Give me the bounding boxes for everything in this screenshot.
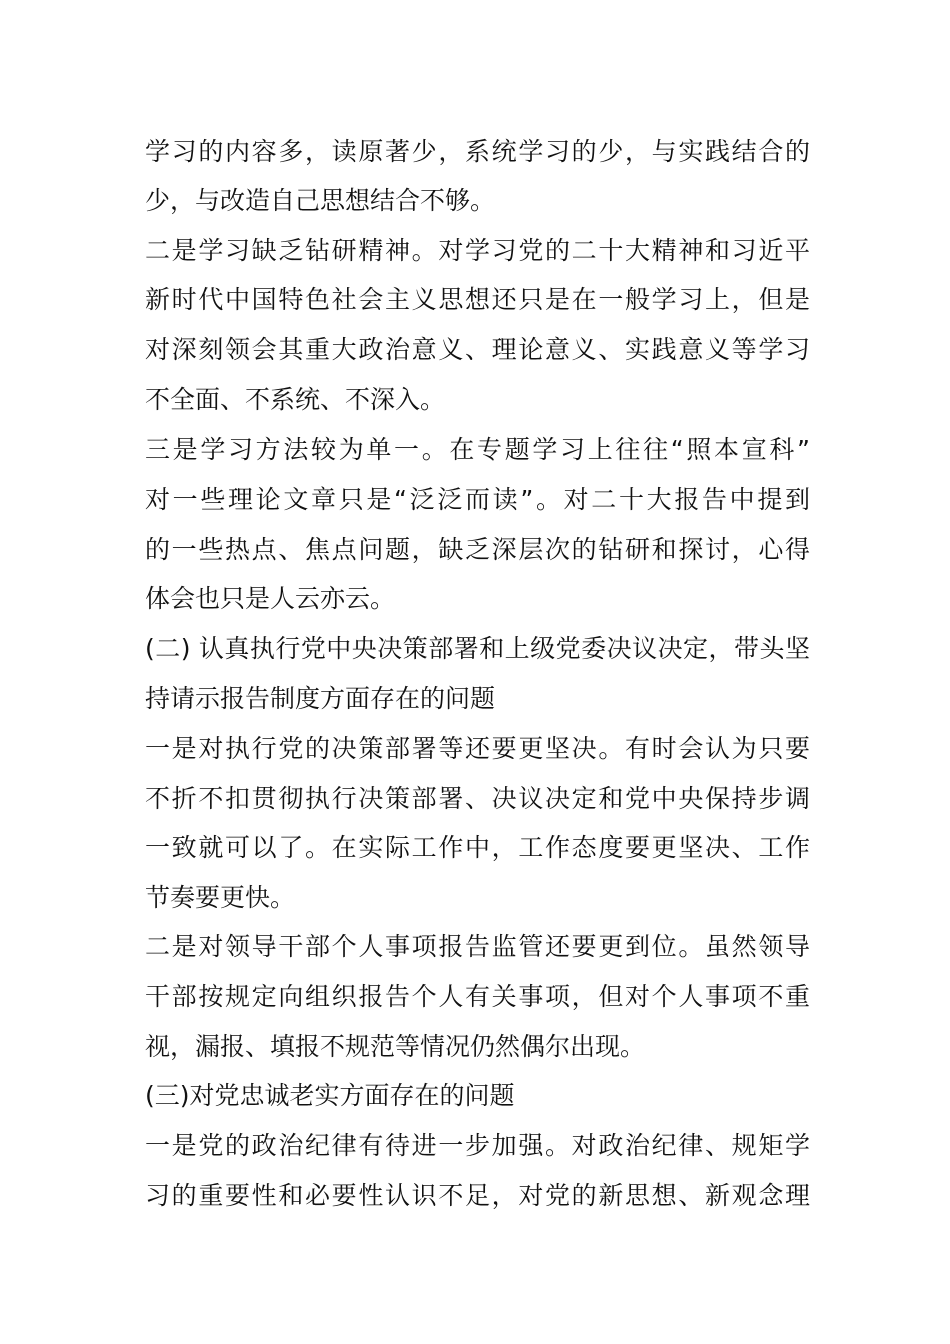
text-line: 新时代中国特色社会主义思想还只是在一般学习上，但是 — [145, 285, 810, 314]
text-line: 一是党的政治纪律有待进一步加强。对政治纪律、规矩学 — [145, 1131, 810, 1160]
text-line: 三是学习方法较为单一。在专题学习上往往“照本宣科” — [145, 435, 810, 464]
text-line: 视，漏报、填报不规范等情况仍然偶尔出现。 — [145, 1032, 646, 1061]
text-line: 少，与改造自己思想结合不够。 — [145, 186, 496, 215]
text-line: 一致就可以了。在实际工作中，工作态度要更坚决、工作 — [145, 833, 810, 862]
text-line: 节奏要更快。 — [145, 883, 296, 912]
text-line: 的一些热点、焦点问题，缺乏深层次的钻研和探讨，心得 — [145, 535, 810, 564]
text-line: 对深刻领会其重大政治意义、理论意义、实践意义等学习 — [145, 335, 810, 364]
text-line: 体会也只是人云亦云。 — [145, 584, 396, 613]
text-line: 二是学习缺乏钻研精神。对学习党的二十大精神和习近平 — [145, 236, 810, 265]
section-heading: (二) 认真执行党中央决策部署和上级党委决议决定，带头坚 — [145, 634, 810, 663]
section-heading: 持请示报告制度方面存在的问题 — [145, 684, 496, 713]
text-line: 二是对领导干部个人事项报告监管还要更到位。虽然领导 — [145, 932, 810, 961]
text-line: 不全面、不系统、不深入。 — [145, 385, 446, 414]
text-line: 一是对执行党的决策部署等还要更坚决。有时会认为只要 — [145, 734, 810, 763]
section-heading: (三)对党忠诚老实方面存在的问题 — [145, 1081, 515, 1110]
text-line: 对一些理论文章只是“泛泛而读”。对二十大报告中提到 — [145, 485, 810, 514]
text-line: 不折不扣贯彻执行决策部署、决议决定和党中央保持步调 — [145, 784, 810, 813]
text-line: 习的重要性和必要性认识不足，对党的新思想、新观念理 — [145, 1181, 810, 1210]
text-line: 干部按规定向组织报告个人有关事项，但对个人事项不重 — [145, 982, 810, 1011]
text-line: 学习的内容多，读原著少，系统学习的少，与实践结合的 — [145, 137, 810, 166]
